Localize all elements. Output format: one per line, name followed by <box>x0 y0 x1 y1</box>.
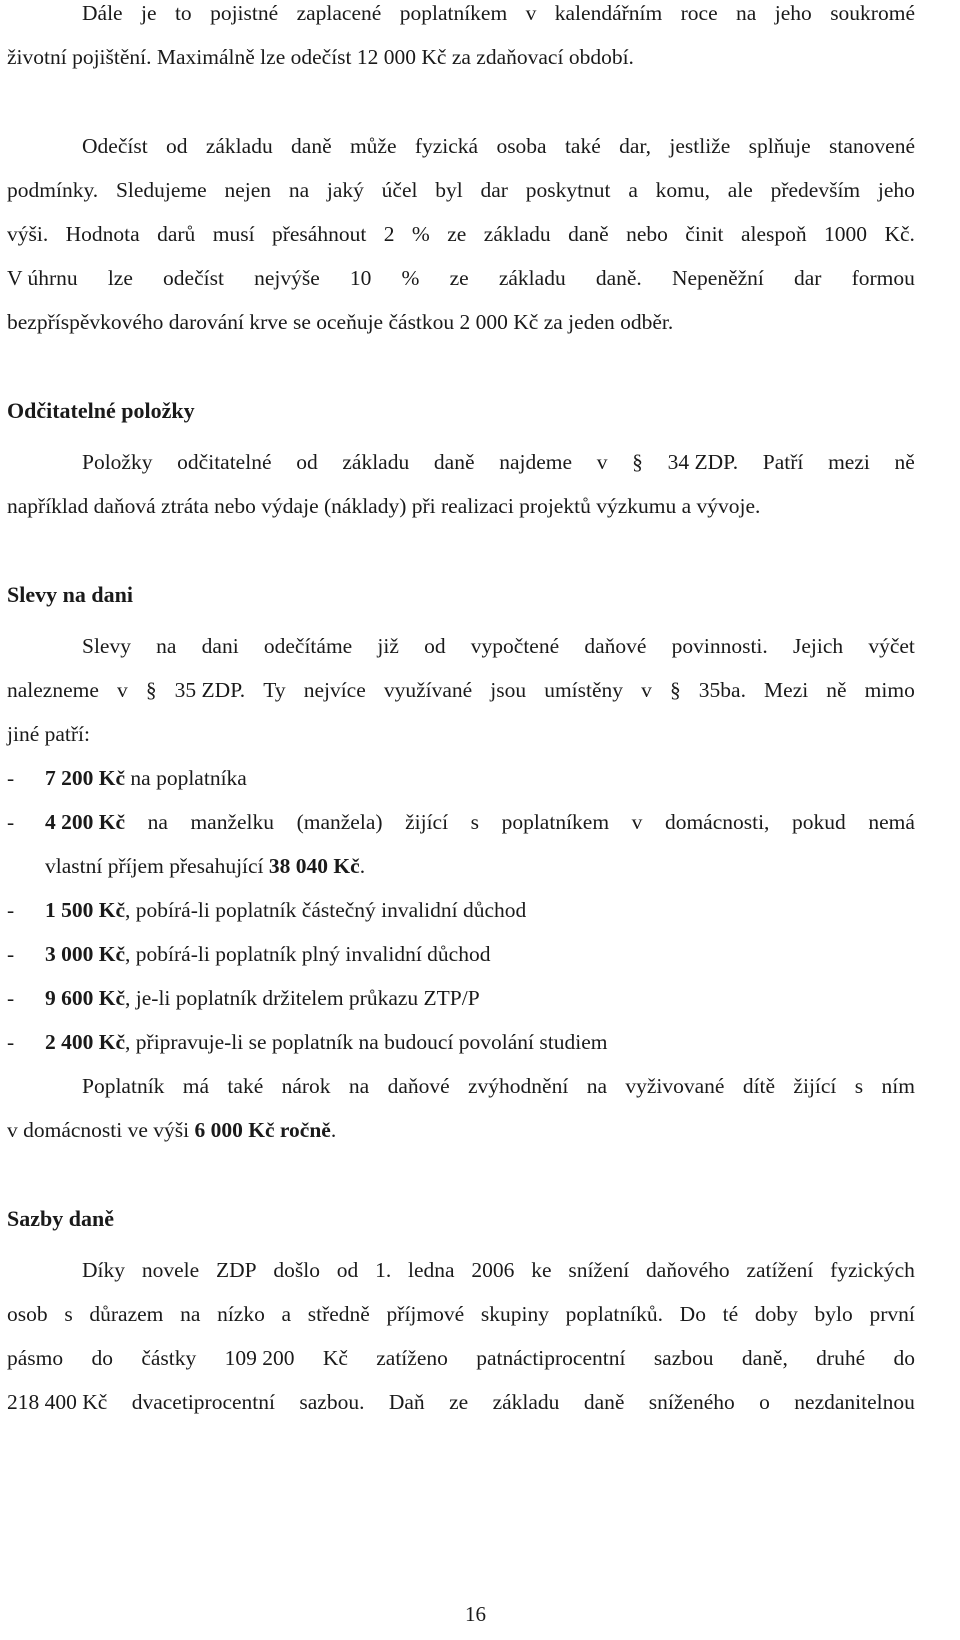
word: 218 400 Kč <box>7 1390 108 1414</box>
word: na <box>736 1 757 25</box>
word: nízko <box>217 1302 265 1326</box>
word: zatížení <box>746 1258 814 1282</box>
word: může <box>349 134 397 158</box>
word: § <box>145 678 157 702</box>
word: ke <box>531 1258 552 1282</box>
word: daně <box>583 1390 625 1414</box>
word: Kč. <box>884 222 915 246</box>
word: musí <box>212 222 255 246</box>
word: na <box>348 1074 370 1098</box>
word: odčitatelné <box>177 450 272 474</box>
word: částky <box>141 1346 197 1370</box>
word: povinnosti. <box>671 634 768 658</box>
word: zvýhodnění <box>468 1074 569 1098</box>
word: jaký <box>326 178 364 202</box>
word: % <box>411 222 430 246</box>
word: skupiny <box>480 1302 549 1326</box>
word: dar, <box>619 134 652 158</box>
word: lze <box>107 266 133 290</box>
word: Díky <box>82 1258 125 1282</box>
word: na <box>180 1302 201 1326</box>
word: § <box>669 678 681 702</box>
word: Položky <box>82 450 153 474</box>
word: odečíst <box>163 266 224 290</box>
word: nemá <box>868 810 915 834</box>
word: 1. <box>375 1258 392 1282</box>
word: pokud <box>792 810 846 834</box>
word: (manžela) <box>296 810 383 834</box>
para5-line1 <box>82 1076 915 1098</box>
para2-line3 <box>7 224 915 246</box>
list-item: 2 400 Kč, připravuje-li se poplatník na budoucí povolání studiem <box>45 1030 608 1054</box>
word: a <box>281 1302 292 1326</box>
word: nezdanitelnou <box>794 1390 915 1414</box>
word: § <box>632 450 643 474</box>
word: dar <box>480 178 508 202</box>
word: jeho <box>774 1 812 25</box>
word: žijící <box>793 1074 837 1098</box>
word: byl <box>435 178 463 202</box>
word: účel <box>381 178 418 202</box>
word: došlo <box>273 1258 320 1282</box>
word: od <box>424 634 446 658</box>
word: nejen <box>224 178 272 202</box>
word: pojistné <box>210 1 279 25</box>
word: osob <box>7 1302 48 1326</box>
word: na <box>147 810 168 834</box>
word: také <box>564 134 601 158</box>
word: najdeme <box>499 450 573 474</box>
word: Dále <box>82 1 123 25</box>
word: zaplacené <box>296 1 382 25</box>
word: nárok <box>281 1074 331 1098</box>
word: kalendářním <box>554 1 663 25</box>
word: druhé <box>816 1346 866 1370</box>
list-item: 9 600 Kč, je-li poplatník držitelem průkazu ZTP/P <box>45 986 480 1010</box>
word: manželku <box>190 810 275 834</box>
word: a <box>628 178 638 202</box>
para1-line2: životní pojištění. Maximálně lze odečíst 12 000 Kč za zdaňovací období. <box>7 45 634 69</box>
word: ně <box>826 678 847 702</box>
word: % <box>401 266 420 290</box>
word: důrazem <box>89 1302 164 1326</box>
word: to <box>174 1 192 25</box>
word: je <box>141 1 157 25</box>
para4-line1 <box>82 636 915 658</box>
word: Patří <box>762 450 804 474</box>
word: vypočtené <box>470 634 560 658</box>
para2-line5: bezpříspěvkového darování krve se oceňuje částkou 2 000 Kč za jeden odběr. <box>7 310 674 334</box>
word: mezi <box>828 450 870 474</box>
word: dani <box>201 634 239 658</box>
word: do <box>893 1346 915 1370</box>
word: s <box>64 1302 73 1326</box>
word: příjmové <box>386 1302 465 1326</box>
para2-line2 <box>7 180 915 202</box>
word: od <box>336 1258 359 1282</box>
word: na <box>288 178 310 202</box>
list-dash: - <box>7 942 15 966</box>
word: Sledujeme <box>115 178 207 202</box>
word: nebo <box>626 222 668 246</box>
word: 109 200 <box>224 1346 295 1370</box>
heading-odcitatelne-polozky: Odčitatelné položky <box>7 398 195 423</box>
word: daně, <box>741 1346 788 1370</box>
list-dash: - <box>7 986 15 1010</box>
heading-slevy-na-dani: Slevy na dani <box>7 582 133 607</box>
word: Nepeněžní <box>671 266 764 290</box>
para4-line2 <box>7 680 915 702</box>
word: ně <box>894 450 915 474</box>
word: Poplatník <box>82 1074 165 1098</box>
list-item-cont: vlastní příjem přesahující 38 040 Kč. <box>45 854 366 878</box>
word: daně. <box>595 266 642 290</box>
word: nejvýše <box>254 266 320 290</box>
word: fyzická <box>414 134 479 158</box>
word: ZDP <box>215 1258 257 1282</box>
para6-line3 <box>7 1348 915 1370</box>
word: Daň <box>388 1390 425 1414</box>
word: té <box>722 1302 739 1326</box>
word: v <box>596 450 608 474</box>
word: ze <box>447 222 467 246</box>
word: jestliže <box>669 134 731 158</box>
list-item: 1 500 Kč, pobírá-li poplatník částečný invalidní důchod <box>45 898 527 922</box>
word: výčet <box>868 634 915 658</box>
word: Do <box>679 1302 706 1326</box>
word: základu <box>492 1390 560 1414</box>
para2-line1 <box>82 136 915 158</box>
word: poplatníků. <box>565 1302 663 1326</box>
word: 2 <box>383 222 395 246</box>
word: nalezneme <box>7 678 99 702</box>
word: základu <box>498 266 566 290</box>
word: v <box>631 810 643 834</box>
word: 2006 <box>471 1258 515 1282</box>
word: doby <box>754 1302 798 1326</box>
word: využívané <box>383 678 473 702</box>
word: osoba <box>496 134 547 158</box>
word: ale <box>727 178 753 202</box>
word: soukromé <box>830 1 915 25</box>
word: jeho <box>877 178 915 202</box>
word: s <box>854 1074 864 1098</box>
word: od <box>166 134 188 158</box>
word: umístěny <box>544 678 624 702</box>
word: středně <box>307 1302 370 1326</box>
word: darů <box>157 222 196 246</box>
word: podmínky. <box>7 178 99 202</box>
word: 34 ZDP. <box>667 450 739 474</box>
para6-line2 <box>7 1304 915 1326</box>
word: daňového <box>646 1258 730 1282</box>
word: ze <box>449 1390 469 1414</box>
word: žijící <box>405 810 449 834</box>
word: poplatníkem <box>501 810 610 834</box>
word: s <box>470 810 480 834</box>
word: především <box>770 178 861 202</box>
word: dvacetiprocentní <box>131 1390 275 1414</box>
word: v <box>641 678 652 702</box>
word: činit <box>685 222 724 246</box>
word: vyživované <box>625 1074 725 1098</box>
list-item: 3 000 Kč, pobírá-li poplatník plný invalidní důchod <box>45 942 491 966</box>
word: daně <box>291 134 332 158</box>
para2-line4 <box>7 268 915 290</box>
word: domácnosti, <box>664 810 770 834</box>
word: V úhrnu <box>7 266 78 290</box>
word: přesáhnout <box>271 222 367 246</box>
word: mimo <box>864 678 915 702</box>
word: fyzických <box>830 1258 915 1282</box>
word: odečítáme <box>263 634 353 658</box>
para1-line1 <box>82 3 915 25</box>
word: od <box>296 450 318 474</box>
word: formou <box>851 266 915 290</box>
word: ze <box>449 266 469 290</box>
para5-line2: v domácnosti ve výši 6 000 Kč ročně. <box>7 1118 337 1142</box>
word: sazbou <box>653 1346 714 1370</box>
para3-line1 <box>82 452 915 474</box>
list-dash: - <box>7 1030 15 1054</box>
word: stanovené <box>829 134 915 158</box>
word: nejvíce <box>303 678 366 702</box>
word: v <box>525 1 537 25</box>
word: na <box>586 1074 607 1098</box>
word: dítě <box>742 1074 776 1098</box>
word: základu <box>483 222 551 246</box>
word: roce <box>680 1 718 25</box>
list-dash: - <box>7 898 15 922</box>
para3-line2: například daňová ztráta nebo výdaje (náklady) při realizaci projektů výzkumu a vývoje. <box>7 494 761 518</box>
word: také <box>227 1074 264 1098</box>
word: daně <box>433 450 475 474</box>
list-dash: - <box>7 810 15 834</box>
word: Jejich <box>792 634 844 658</box>
page-number: 16 <box>465 1602 486 1626</box>
para6-line1 <box>82 1260 915 1282</box>
word: alespoň <box>740 222 807 246</box>
word: jsou <box>490 678 527 702</box>
word: ledna <box>408 1258 455 1282</box>
word: první <box>869 1302 915 1326</box>
word: dar <box>794 266 822 290</box>
word: o <box>759 1390 770 1414</box>
word: Mezi <box>764 678 809 702</box>
word: daňové <box>584 634 647 658</box>
word: sazbou. <box>299 1390 365 1414</box>
word: poskytnut <box>525 178 611 202</box>
word: v <box>117 678 128 702</box>
word: výši. <box>7 222 49 246</box>
word: Slevy <box>82 634 131 658</box>
word: novele <box>141 1258 200 1282</box>
word: 10 <box>349 266 372 290</box>
word: má <box>182 1074 210 1098</box>
word: Odečíst <box>82 134 148 158</box>
word: Hodnota <box>65 222 140 246</box>
word: 35 ZDP. <box>174 678 246 702</box>
word: Kč <box>322 1346 348 1370</box>
word: 1000 <box>824 222 868 246</box>
word: základu <box>205 134 273 158</box>
word: poplatníkem <box>399 1 508 25</box>
word: pásmo <box>7 1346 64 1370</box>
para4-line3: jiné patří: <box>7 722 90 746</box>
word: daňové <box>387 1074 450 1098</box>
word: daně <box>568 222 609 246</box>
word: 35ba. <box>698 678 746 702</box>
word: na <box>156 634 177 658</box>
list-item: 4 200 Kč na manželku (manžela) žijící s poplatníkem v domácnosti, pokud nemá <box>45 810 915 834</box>
word: splňuje <box>748 134 811 158</box>
word: základu <box>342 450 410 474</box>
para6-line4 <box>7 1392 915 1414</box>
word: Ty <box>263 678 286 702</box>
word: bylo <box>814 1302 853 1326</box>
word: zatíženo <box>376 1346 448 1370</box>
list-dash: - <box>7 766 15 790</box>
word: již <box>377 634 399 658</box>
word: do <box>91 1346 113 1370</box>
word: snížení <box>568 1258 630 1282</box>
word: sníženého <box>648 1390 735 1414</box>
heading-sazby-dane: Sazby daně <box>7 1206 114 1231</box>
word: patnáctiprocentní <box>476 1346 626 1370</box>
word: ním <box>881 1074 915 1098</box>
list-item: 7 200 Kč na poplatníka <box>45 766 247 790</box>
word: komu, <box>655 178 710 202</box>
